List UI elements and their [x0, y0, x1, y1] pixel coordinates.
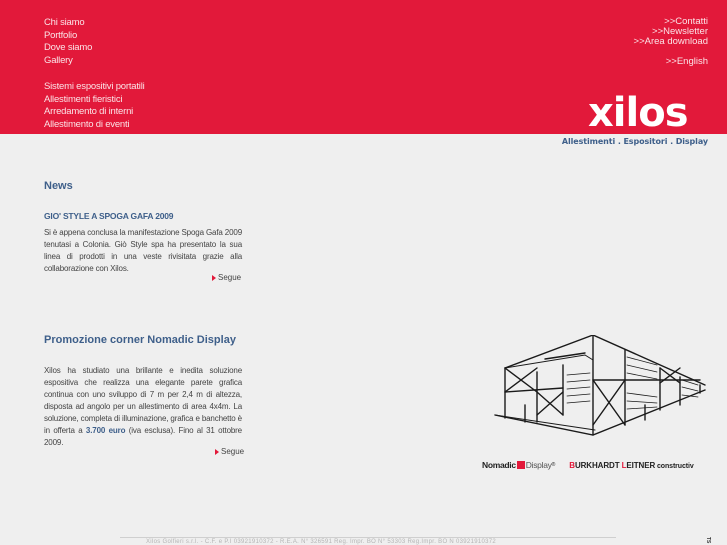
promo-more-link[interactable]	[215, 447, 244, 456]
bl-constructiv: constructiv	[655, 462, 694, 470]
nomadic-text: Nomadic	[482, 460, 516, 470]
footer-divider	[120, 537, 616, 538]
nav-arredamento-interni[interactable]: Arredamento di interni	[44, 106, 134, 117]
main-nav	[44, 17, 145, 131]
nav-newsletter[interactable]: >>Newsletter	[652, 26, 708, 37]
promo-title[interactable]: Promozione corner Nomadic Display	[44, 334, 236, 346]
xilos-logo[interactable]: xilos	[588, 90, 688, 136]
nav-allestimenti-fieristici[interactable]: Allestimenti fieristici	[44, 93, 123, 105]
promo-more-label: Segue	[221, 447, 245, 456]
arrow-right-icon	[212, 275, 216, 281]
language-english-link[interactable]: >>English	[665, 56, 708, 67]
nav-sistemi-espositivi[interactable]: Sistemi espositivi portatili	[44, 81, 145, 92]
promo-body-text: Xilos ha studiato una brillante e inedita soluzione espositiva che realizza una elegante parete grafica continua con uno sviluppo di 7 m per 2,4 m di altezza, disposta ad angolo per un allestimento di area 4x4m. La soluzione, completa di illuminazione, grafica e banchetto è in offerta a	[44, 366, 242, 435]
news-body: Si è appena conclusa la manifestazione Spoga Gafa 2009 tenutasi a Colonia. Giò Style spa ha presentato la sua linea di prodotti in una veste rivisitata grazie alla collaborazione con Xilos.	[44, 228, 242, 273]
header	[0, 0, 727, 134]
nomadic-square-icon	[517, 461, 525, 469]
nav-allestimento-eventi[interactable]: Allestimento di eventi	[44, 118, 130, 130]
promo-price: 3.700 euro	[85, 426, 126, 435]
nav-area-download[interactable]: >>Area download	[633, 36, 708, 47]
bl-eitner: EITNER	[626, 460, 656, 470]
footer-legal-text: Xilos Golfieri s.r.l. - C.F. e P.I 03921910372 - R.E.A. N° 326591 Reg. Impr. BO N° 53303 Reg.Impr. BO N 03921910372	[146, 539, 497, 545]
arrow-right-icon	[215, 449, 219, 455]
bl-initial-b: B	[569, 460, 575, 470]
news-more-label: Segue	[218, 273, 242, 282]
nav-chi-siamo[interactable]: Chi siamo	[44, 17, 85, 28]
nav-gallery[interactable]: Gallery	[44, 54, 73, 66]
nav-portfolio[interactable]: Portfolio	[44, 29, 78, 41]
news-heading: News	[44, 180, 73, 192]
nomadic-display-logo	[482, 460, 555, 470]
nav-spacer	[44, 67, 145, 81]
promo-body	[44, 365, 242, 449]
display-text: Display	[525, 460, 552, 470]
bl-initial-l: L	[621, 460, 627, 470]
bl-urkhardt: URKHARDT	[574, 460, 622, 470]
promo-body-text-end: (iva esclusa). Fino al 31 ottobre 2009.	[44, 426, 242, 447]
nav-contatti[interactable]: >>Contatti	[664, 16, 708, 27]
news-more-link[interactable]	[212, 273, 241, 282]
partner-brands	[482, 460, 694, 470]
news-item-title[interactable]: GIO' STYLE A SPOGA GAFA 2009	[44, 211, 174, 221]
burkhardt-leitner-logo	[569, 461, 693, 470]
tagline: Allestimenti . Espositori . Display	[561, 137, 708, 146]
nomadic-display-sketch-image	[485, 335, 715, 455]
registered-mark: ®	[551, 462, 556, 468]
ts-badge: TS	[705, 537, 711, 544]
utility-nav	[634, 17, 708, 67]
nav-dove-siamo[interactable]: Dove siamo	[44, 42, 93, 53]
